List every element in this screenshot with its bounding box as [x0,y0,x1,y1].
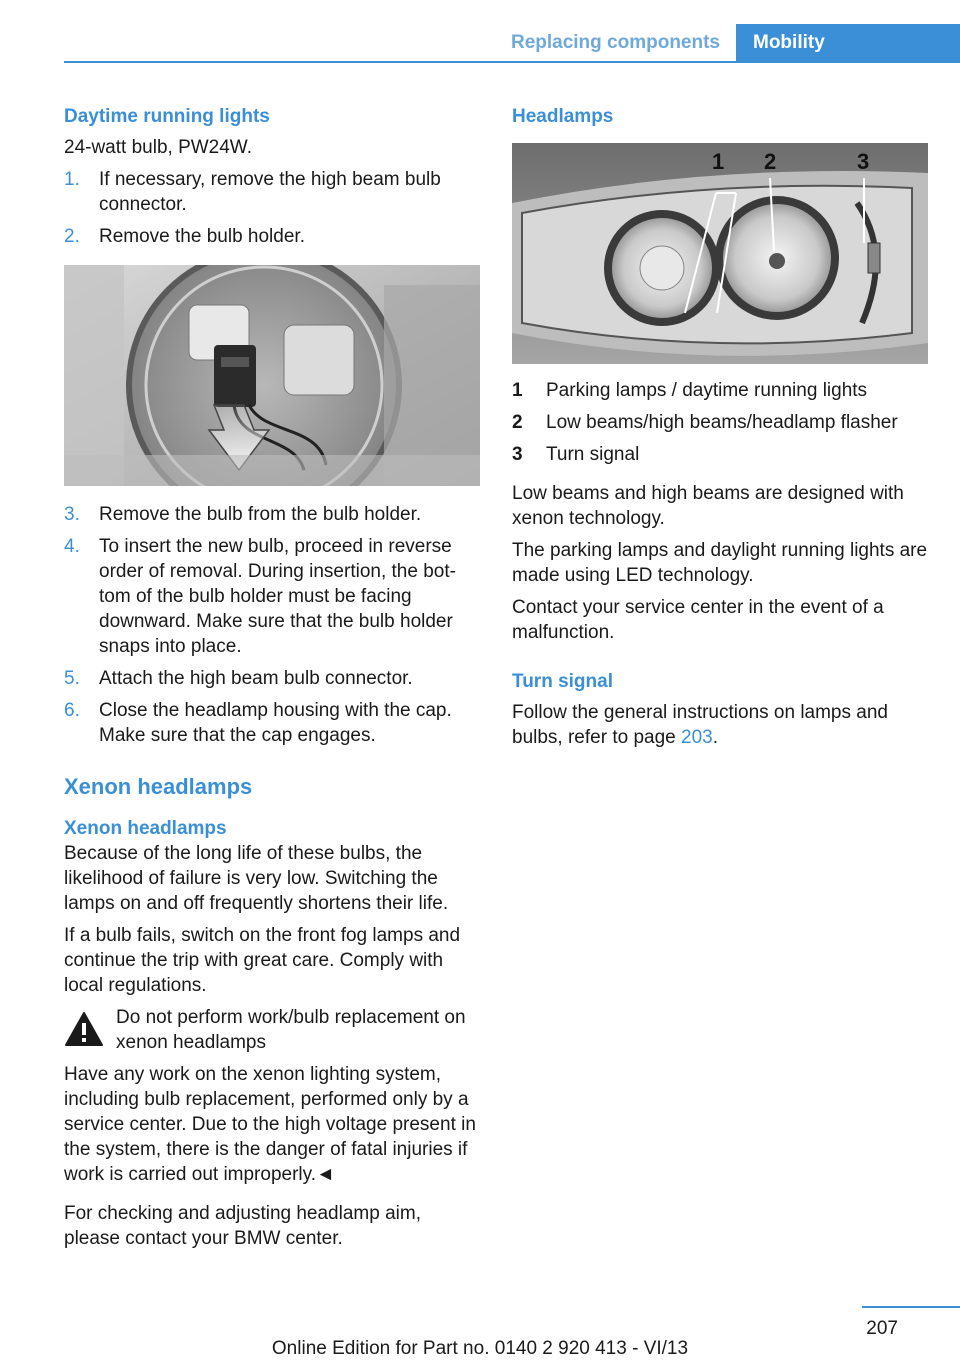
xenon-paragraph-2: If a bulb fails, switch on the front fog lamps and continue the trip with great care. Comply with local regulations. [64,925,461,996]
warning-title: Do not perform work/bulb replacement on xenon headlamps [116,1007,466,1053]
list-item: 1. If necessary, remove the high beam bulb connector. [64,169,441,215]
list-item: 2 Low beams/high beams/headlamp flasher [512,412,898,433]
headlamp-paragraph-2: The parking lamps and daylight running lights are made using LED technology. [512,540,928,586]
right-column [512,104,928,757]
headlamp-paragraph-3: Contact your service center in the event of a malfunction. [512,597,884,643]
warning-triangle-icon [64,1011,104,1047]
callout-label: 1 [712,149,725,174]
drl-heading: Daytime running lights [64,106,270,127]
header-chapter-tab: Mobility [736,24,960,61]
footer-rule [862,1306,960,1308]
xenon-paragraph-1: Because of the long life of these bulbs, the likelihood of failure is very low. Switching the lamps on and off frequently shortens their life. [64,843,449,914]
aim-paragraph: For checking and adjusting headlamp aim, please contact your BMW center. [64,1203,421,1249]
turn-signal-paragraph: Follow the general instructions on lamps and bulbs, refer to page 203. [512,702,888,748]
list-item: 6. Close the headlamp housing with the cap. Make sure that the cap engages. [64,700,452,746]
callout-label: 3 [857,149,870,174]
warning-body: Have any work on the xenon lighting system, including bulb replacement, performed only by a service center. Due to the high voltage present in the system, there is the danger of fatal injuries if work is carried out improperly.◄ [64,1064,476,1185]
edition-line: Online Edition for Part no. 0140 2 920 413 - VI/13 [271,1338,689,1359]
xenon-section-heading: Xenon headlamps [64,774,253,799]
headlamp-photo [512,143,928,364]
steps-list-a [64,167,480,249]
headlamp-legend [512,378,928,467]
headlamps-heading: Headlamps [512,106,614,127]
warning-block [64,1005,480,1055]
list-item: 3 Turn signal [512,444,640,465]
left-column [64,104,480,1258]
page-number: 207 [866,1318,898,1339]
page-reference-link[interactable]: 203 [681,727,713,748]
list-item: 3. Remove the bulb from the bulb holder. [64,504,422,525]
header-rule [64,61,960,63]
list-item: 2. Remove the bulb holder. [64,226,305,247]
drl-intro: 24-watt bulb, PW24W. [64,137,252,158]
callout-label: 2 [764,149,777,174]
list-item: 5. Attach the high beam bulb connector. [64,668,413,689]
xenon-subheading: Xenon headlamps [64,818,227,839]
bulb-holder-photo [64,265,480,486]
list-item: 1 Parking lamps / daytime running lights [512,380,868,401]
list-item: 4. To insert the new bulb, proceed in reverse order of removal. During insertion, the bot-tom of the bulb holder must be facing downward. Make sure that the bulb holder snaps into place. [64,536,456,657]
steps-list-b [64,502,480,748]
header-section-title: Replacing components [510,32,720,53]
turn-signal-heading: Turn signal [512,671,613,692]
headlamp-paragraph-1: Low beams and high beams are designed with xenon technology. [512,483,904,529]
